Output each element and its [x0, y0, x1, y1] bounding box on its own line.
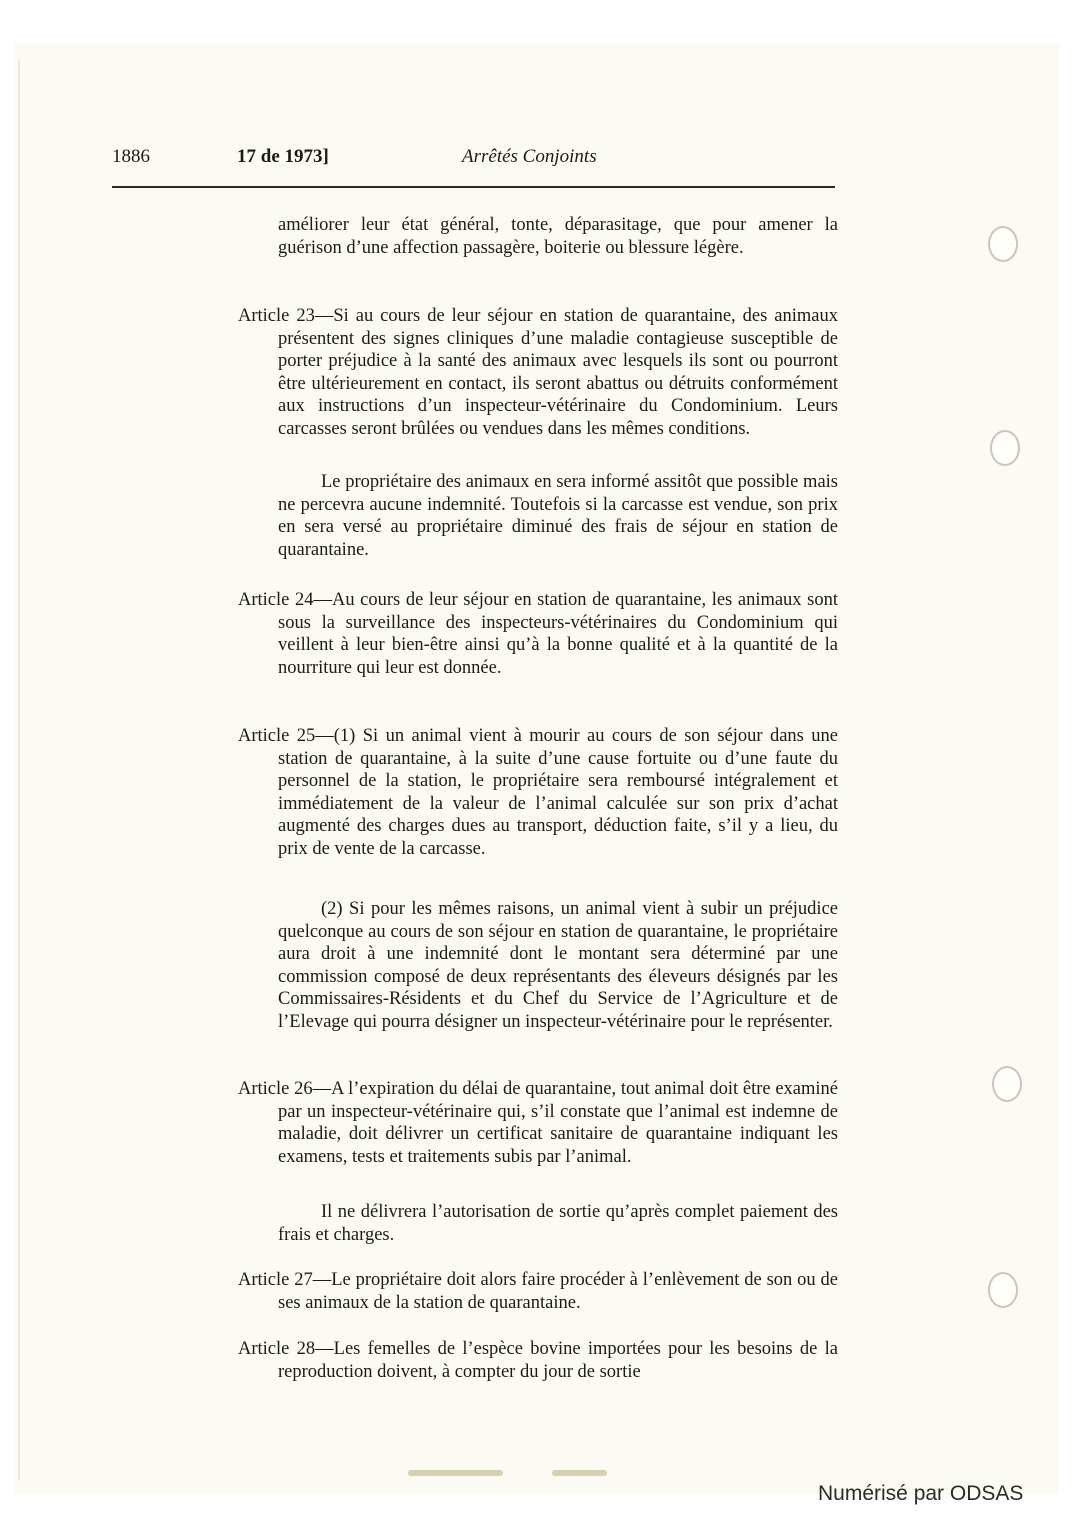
issue-reference: 17 de 1973] — [237, 146, 329, 167]
punch-hole — [988, 1272, 1018, 1308]
scan-smudge — [408, 1470, 503, 1476]
punch-hole — [990, 430, 1020, 466]
article-26-paragraph-2: Il ne délivrera l’autorisation de sortie qu’après complet paiement des frais et charges. — [278, 1202, 838, 1245]
paper-left-edge — [18, 60, 20, 1480]
intro-continuation: améliorer leur état général, tonte, déparasitage, que pour amener la guérison d’une affection passagère, boiterie ou blessure légère. — [278, 215, 838, 258]
article-24: Article 24—Au cours de leur séjour en station de quarantaine, les animaux sont sous la surveillance des inspecteurs-vétérinaires du Condominium qui veillent à leur bien-être ainsi qu’à la bonne qualité et à la quantité de la nourriture qui leur est donnée. — [238, 590, 838, 678]
article-28: Article 28—Les femelles de l’espèce bovine importées pour les besoins de la reproduction doivent, à compter du jour de sortie — [238, 1339, 838, 1382]
article-27: Article 27—Le propriétaire doit alors faire procéder à l’enlèvement de son ou de ses animaux de la station de quarantaine. — [238, 1270, 838, 1313]
punch-hole — [992, 1066, 1022, 1102]
article-25-paragraph-2: (2) Si pour les mêmes raisons, un animal vient à subir un préjudice quelconque au cours de son séjour en station de quarantaine, le propriétaire aura droit à une indemnité dont le montant sera déterminé par une commission composé de deux représentants des éleveurs désignés par les Commissaires-Résidents et du Chef du Service de l’Agriculture et de l’Elevage qui pourra désigner un inspecteur-vétérinaire pour le représenter. — [278, 899, 838, 1032]
article-26: Article 26—A l’expiration du délai de quarantaine, tout animal doit être examiné par un inspecteur-vétérinaire qui, s’il constate que l’animal est indemne de maladie, doit délivrer un certificat sanitaire de quarantaine indiquant les examens, tests et traitements subis par l’animal. — [238, 1079, 838, 1167]
digitization-credit: Numérisé par ODSAS — [818, 1482, 1024, 1505]
article-25: Article 25—(1) Si un animal vient à mourir au cours de son séjour dans une station de quarantaine, à la suite d’une cause fortuite ou d’une faute du personnel de la station, le propriétaire sera remboursé intégralement et immédiatement de la valeur de l’animal calculée sur son prix d’achat augmenté des charges dues au transport, déduction faite, s’il y a lieu, du prix de vente de la carcasse. — [238, 726, 838, 859]
punch-hole — [988, 226, 1018, 262]
article-23-paragraph-2: Le propriétaire des animaux en sera informé assitôt que possible mais ne percevra aucune indemnité. Toutefois si la carcasse est vendue, son prix en sera versé au propriétaire diminué des frais de séjour en station de quarantaine. — [278, 472, 838, 560]
header-rule — [112, 186, 835, 188]
scan-smudge — [552, 1470, 607, 1476]
page-title: Arrêtés Conjoints — [462, 146, 597, 167]
page-number: 1886 — [112, 146, 150, 167]
article-23: Article 23—Si au cours de leur séjour en station de quarantaine, des animaux présentent des signes cliniques d’une maladie contagieuse susceptible de porter préjudice à la santé des animaux avec lesquels ils sont ou pourront être ultérieurement en contact, ils seront abattus ou détruits conformément aux instructions d’un inspecteur-vétérinaire du Condominium. Leurs carcasses seront brûlées ou vendues dans les mêmes conditions. — [238, 306, 838, 439]
